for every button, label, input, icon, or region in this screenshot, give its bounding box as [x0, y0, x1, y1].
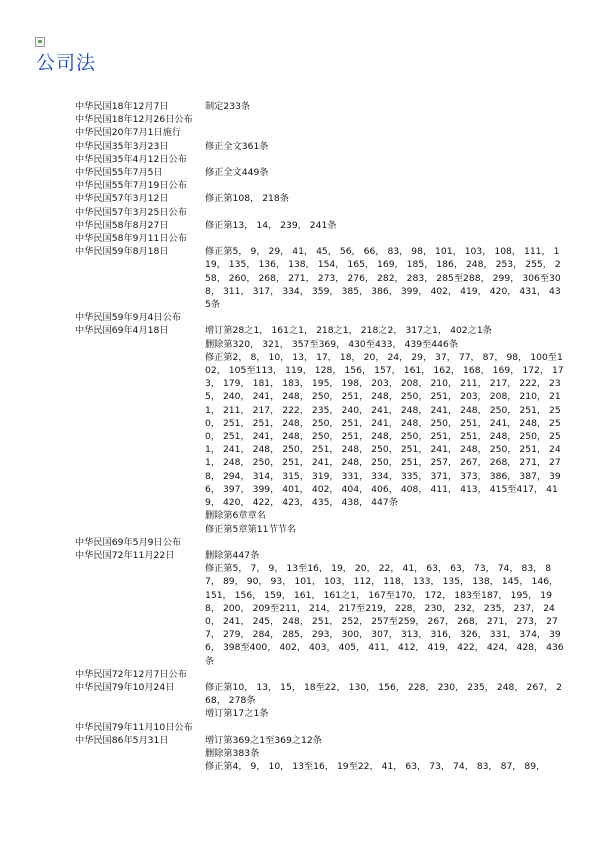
history-row — [75, 153, 565, 166]
history-date: 中华民国69年4月18日 — [75, 325, 169, 337]
amendment-note: 删除第447条 — [205, 549, 260, 561]
amendment-note: 增订第28之1， 161之1， 218之1， 218之2， 317之1， 402之1条 — [205, 325, 492, 337]
history-row — [75, 324, 565, 535]
history-notes — [205, 166, 565, 179]
history-notes — [205, 192, 565, 205]
history-date: 中华民国86年5月31日 — [75, 734, 169, 746]
legislative-history — [75, 100, 565, 773]
history-date: 中华民国35年4月12日公布 — [75, 153, 187, 165]
history-date: 中华民国58年8月27日 — [75, 219, 169, 231]
amendment-note: 修正全文361条 — [205, 140, 269, 152]
history-row — [75, 166, 565, 179]
history-row — [75, 734, 565, 774]
history-date: 中华民国69年5月9日公布 — [75, 536, 182, 548]
amendment-note: 修正第4， 9， 10， 13至16， 19至22， 41， 63， 73， 74， 83， 87， 89， — [205, 761, 546, 773]
history-row — [75, 192, 565, 205]
amendment-note: 修正第5， 7， 9， 13至16， 19， 20， 22， 41， 63， 63， 73， 74， 83， 87， 89， 90， 93， 101， 103， 112， 118， 133， 135， 138， 145， 146， 151， 156， 159， 161， 161之1， 167至170， 172， 183至187， 195， 198， 200， 209至211， 214， 217至219， 228， 230， 232， 235， 237， 240， 241， 245， 248， 251， 252， 257至259， 267， 268， 271， 273， 277， 279， 284， 285， 293， 300， 307， 313， 316， 326， 331， 374， 396， 398至400， 402， 403， 405， 411， 412， 419， 422， 424， 428， 436条 — [205, 563, 564, 667]
amendment-note: 删除第320， 321， 357至369， 430至433， 439至446条 — [205, 338, 459, 350]
history-row — [75, 549, 565, 668]
history-row — [75, 179, 565, 192]
history-row — [75, 681, 565, 721]
history-date: 中华民国18年12月26日公布 — [75, 114, 193, 126]
amendment-note: 增订第369之1至369之12条 — [205, 734, 322, 746]
history-notes — [205, 140, 565, 153]
amendment-note: 删除第6章章名 — [205, 510, 266, 522]
broken-image-icon — [35, 37, 45, 47]
history-date: 中华民国57年3月12日 — [75, 193, 169, 205]
history-row — [75, 206, 565, 219]
history-row — [75, 113, 565, 126]
history-date: 中华民国35年3月23日 — [75, 140, 169, 152]
history-date: 中华民国57年3月25日公布 — [75, 206, 187, 218]
history-row — [75, 668, 565, 681]
amendment-note: 修正第10， 13， 15， 18至22， 130， 156， 228， 230， 235， 248， 267， 268， 278条 — [205, 681, 562, 707]
amendment-note: 修正第2， 8， 10， 13， 17， 18， 20， 24， 29， 37， 77， 87， 98， 100至102， 105至113， 119， 128， 156， 157， 161， 162， 168， 169， 172， 173， 179， 181， 183， 195， 198， 203， 208， 210， 211， 217， 222， 235， 240， 241， 248， 250， 251， 248， 250， 251， 203， 208， 210， 211， 211， 217， 222， 235， 240， 241， 248， 241， 248， 250， 251， 250， 251， 251， 248， 250， 251， 241， 248， 250， 251， 241， 248， 250， 251， 241， 248， 250， 251， 248， 250， 251， 251， 248， 250， 251， 241， 248， 250， 251， 248， 250， 251， 241， 248， 250， 251， 241， 248， 250， 251， 241， 248， 250， 251， 257， 267， 268， 271， 278， 294， 314， 315， 319， 331， 334， 335， 371， 373， 386， 387， 396， 397， 399， 401， 402， 404， 406， 408， 411， 413， 415至417， 419， 420， 422， 423， 435， 438， 447条 — [205, 351, 564, 509]
history-notes — [205, 245, 565, 311]
history-date: 中华民国59年9月4日公布 — [75, 312, 182, 324]
history-row — [75, 721, 565, 734]
history-row — [75, 219, 565, 232]
history-notes — [205, 324, 565, 535]
history-date: 中华民国59年8月18日 — [75, 246, 169, 258]
history-notes — [205, 681, 565, 721]
amendment-note: 修正全文449条 — [205, 167, 269, 179]
history-date: 中华民国72年11月22日 — [75, 549, 175, 561]
history-notes — [205, 100, 565, 113]
history-date: 中华民国18年12月7日 — [75, 101, 169, 112]
history-date: 中华民国55年7月19日公布 — [75, 180, 187, 192]
page-title: 公司法 — [36, 52, 97, 74]
amendment-note: 制定233条 — [205, 101, 251, 112]
history-row — [75, 140, 565, 153]
amendment-note: 删除第383条 — [205, 747, 260, 759]
amendment-note: 增订第17之1条 — [205, 708, 269, 720]
history-notes — [205, 734, 565, 774]
history-row — [75, 100, 565, 113]
history-date: 中华民国79年10月24日 — [75, 681, 175, 693]
amendment-note: 修正第5， 9， 29， 41， 45， 56， 66， 83， 98， 101， 103， 108， 111， 119， 135， 136， 138， 154， 165， 169， 185， 186， 248， 253， 255， 258， 260， 268， 271， 273， 276， 282， 283， 285至288， 299， 306至308， 311， 317， 334， 359， 385， 386， 399， 402， 419， 420， 431， 435条 — [205, 246, 561, 311]
amendment-note: 修正第5章第11节节名 — [205, 523, 297, 535]
history-row — [75, 126, 565, 139]
history-row — [75, 536, 565, 549]
history-row — [75, 232, 565, 245]
amendment-note: 修正第13， 14， 239， 241条 — [205, 219, 337, 231]
history-date: 中华民国55年7月5日 — [75, 167, 163, 179]
history-date: 中华民国79年11月10日公布 — [75, 721, 193, 733]
history-date: 中华民国58年9月11日公布 — [75, 233, 187, 245]
history-date: 中华民国20年7月1日施行 — [75, 127, 182, 139]
history-row — [75, 311, 565, 324]
history-row — [75, 245, 565, 311]
history-notes — [205, 549, 565, 668]
amendment-note: 修正第108， 218条 — [205, 193, 289, 205]
history-notes — [205, 219, 565, 232]
history-date: 中华民国72年12月7日公布 — [75, 668, 187, 680]
